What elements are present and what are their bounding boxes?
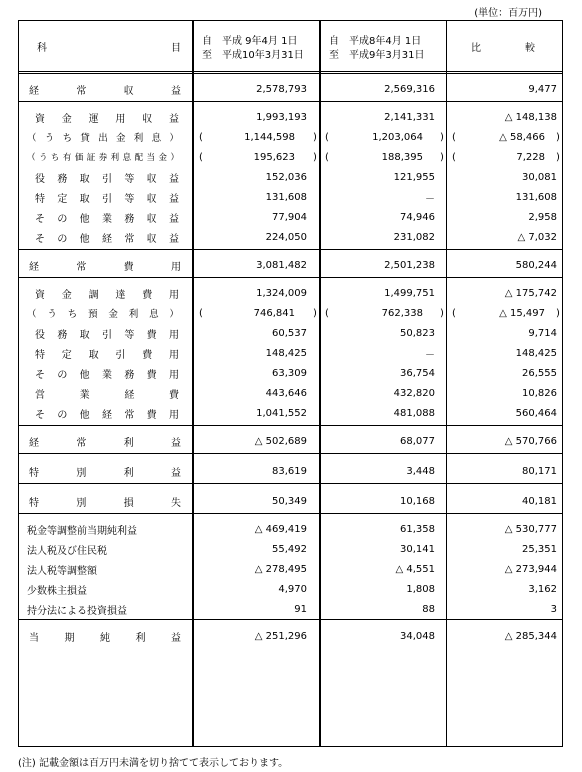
- current-period-column-right-border: [319, 21, 321, 746]
- prior-period-value: 231,082: [393, 231, 435, 243]
- open-paren: (: [452, 151, 456, 163]
- comparison-value: △ 530,777: [504, 523, 557, 535]
- row-divider: [19, 453, 562, 454]
- comparison-value: 26,555: [522, 367, 557, 379]
- header-prior-period-to: 至 平成9年3月31日: [329, 50, 425, 61]
- row-label: 特 定 取 引 費 用: [35, 349, 179, 361]
- table-row: [19, 207, 562, 227]
- row-label: そ の 他 経 常 費 用: [35, 409, 179, 421]
- comparison-value: △ 15,497: [499, 307, 545, 319]
- current-period-value: 60,537: [272, 327, 307, 339]
- current-period-value: 50,349: [272, 495, 307, 507]
- row-label: 特 別 利 益: [29, 467, 181, 479]
- table-row: [19, 303, 562, 323]
- close-paren: ): [556, 131, 560, 143]
- close-paren: ): [313, 131, 317, 143]
- row-divider: [19, 101, 562, 102]
- current-period-value: 3,081,482: [256, 259, 307, 271]
- table-row: [19, 489, 562, 513]
- table-row: [19, 253, 562, 277]
- close-paren: ): [556, 151, 560, 163]
- row-label: 営 業 経 費: [35, 389, 179, 401]
- row-label: 役 務 取 引 等 費 用: [35, 329, 179, 341]
- open-paren: (: [199, 307, 203, 319]
- comparison-value: 560,464: [515, 407, 557, 419]
- header-subject-left: 科: [37, 43, 47, 54]
- current-period-value: 63,309: [272, 367, 307, 379]
- row-label: 経 常 収 益: [29, 85, 181, 97]
- comparison-value: 580,244: [515, 259, 557, 271]
- header-prior-period-from: 自 平成8年4月 1日: [329, 36, 422, 47]
- footnote: (注) 記載金額は百万円未満を切り捨てて表示しております。: [18, 758, 289, 769]
- prior-period-value: 762,338: [381, 307, 423, 319]
- prior-period-value: 1,808: [406, 583, 435, 595]
- comparison-value: △ 285,344: [504, 630, 557, 642]
- prior-period-value: 121,955: [393, 171, 435, 183]
- comparison-value: 2,958: [528, 211, 557, 223]
- current-period-value: 77,904: [272, 211, 307, 223]
- row-divider: [19, 425, 562, 426]
- prior-period-value: 50,823: [400, 327, 435, 339]
- current-period-value: 195,623: [253, 151, 295, 163]
- header-comparison-left: 比: [471, 43, 481, 54]
- comparison-value: 40,181: [522, 495, 557, 507]
- current-period-value: 2,578,793: [256, 83, 307, 95]
- prior-period-value: －: [425, 193, 435, 205]
- current-period-value: 746,841: [253, 307, 295, 319]
- header-current-period-to: 至 平成10年3月31日: [202, 50, 304, 61]
- table-row: [19, 519, 562, 539]
- open-paren: (: [452, 307, 456, 319]
- current-period-value: 443,646: [265, 387, 307, 399]
- prior-period-value: 74,946: [400, 211, 435, 223]
- comparison-value: 30,081: [522, 171, 557, 183]
- comparison-value: 3,162: [528, 583, 557, 595]
- row-label: 法人税及び住民税: [27, 545, 107, 557]
- comparison-value: △ 570,766: [504, 435, 557, 447]
- unit-label: (単位：百万円): [474, 8, 542, 19]
- table-row: [19, 624, 562, 648]
- current-period-value: △ 469,419: [254, 523, 307, 535]
- prior-period-value: 1,203,064: [372, 131, 423, 143]
- current-period-value: 91: [294, 603, 307, 615]
- header-subject-right: 目: [171, 43, 181, 54]
- prior-period-value: 30,141: [400, 543, 435, 555]
- table-row: [19, 167, 562, 187]
- row-label: （ う ち 預 金 利 息 ）: [27, 309, 179, 320]
- current-period-value: 4,970: [278, 583, 307, 595]
- prior-period-value: 2,141,331: [384, 111, 435, 123]
- comparison-value: △ 7,032: [517, 231, 557, 243]
- current-period-value: 83,619: [272, 465, 307, 477]
- prior-period-value: 61,358: [400, 523, 435, 535]
- row-label: （ う ち 有 価 証 券 利 息 配 当 金 ）: [27, 153, 179, 163]
- current-period-value: 1,324,009: [256, 287, 307, 299]
- table-row: [19, 559, 562, 579]
- current-period-value: 1,144,598: [244, 131, 295, 143]
- table-row: [19, 343, 562, 363]
- table-row: [19, 403, 562, 423]
- row-label: 経 常 利 益: [29, 437, 181, 449]
- row-divider: [19, 277, 562, 278]
- row-label: 持分法による投資損益: [27, 605, 127, 617]
- row-label: 当 期 純 利 益: [29, 632, 181, 644]
- table-row: [19, 107, 562, 127]
- current-period-value: 224,050: [265, 231, 307, 243]
- row-label: 経 常 費 用: [29, 261, 181, 273]
- current-period-value: 1,993,193: [256, 111, 307, 123]
- comparison-column-left-border: [446, 21, 447, 746]
- open-paren: (: [199, 131, 203, 143]
- open-paren: (: [199, 151, 203, 163]
- prior-period-value: 68,077: [400, 435, 435, 447]
- comparison-value: 7,228: [516, 151, 545, 163]
- prior-period-value: 1,499,751: [384, 287, 435, 299]
- prior-period-value: 2,569,316: [384, 83, 435, 95]
- prior-period-value: 3,448: [406, 465, 435, 477]
- header-comparison-right: 較: [525, 43, 535, 54]
- row-label: そ の 他 経 常 収 益: [35, 233, 179, 245]
- row-label: 法人税等調整額: [27, 565, 97, 577]
- table-row: [19, 363, 562, 383]
- close-paren: ): [440, 151, 444, 163]
- current-period-value: 55,492: [272, 543, 307, 555]
- prior-period-value: 2,501,238: [384, 259, 435, 271]
- comparison-value: △ 58,466: [499, 131, 545, 143]
- close-paren: ): [556, 307, 560, 319]
- row-label: そ の 他 業 務 費 用: [35, 369, 179, 381]
- table-row: [19, 539, 562, 559]
- prior-period-value: 34,048: [400, 630, 435, 642]
- comparison-value: △ 175,742: [504, 287, 557, 299]
- table-row: [19, 599, 562, 619]
- table-row: [19, 383, 562, 403]
- prior-period-value: 88: [422, 603, 435, 615]
- current-period-value: △ 502,689: [254, 435, 307, 447]
- row-divider: [19, 483, 562, 484]
- table-row: [19, 187, 562, 207]
- row-label: 資 金 運 用 収 益: [35, 113, 179, 125]
- table-row: [19, 579, 562, 599]
- current-period-value: 152,036: [265, 171, 307, 183]
- open-paren: (: [325, 151, 329, 163]
- row-divider: [19, 71, 562, 74]
- row-label: 税金等調整前当期純利益: [27, 525, 137, 537]
- comparison-value: 9,477: [528, 83, 557, 95]
- current-period-value: 1,041,552: [256, 407, 307, 419]
- comparison-value: 10,826: [522, 387, 557, 399]
- prior-period-value: 188,395: [381, 151, 423, 163]
- prior-period-value: 432,820: [393, 387, 435, 399]
- row-label: 資 金 調 達 費 用: [35, 289, 179, 301]
- income-statement-table: [18, 20, 563, 747]
- comparison-value: △ 273,944: [504, 563, 557, 575]
- prior-period-value: 36,754: [400, 367, 435, 379]
- current-period-column-left-border: [192, 21, 194, 746]
- close-paren: ): [313, 151, 317, 163]
- header-current-period-from: 自 平成 9年4月 1日: [202, 36, 298, 47]
- open-paren: (: [325, 307, 329, 319]
- comparison-value: 80,171: [522, 465, 557, 477]
- row-divider: [19, 249, 562, 250]
- close-paren: ): [440, 131, 444, 143]
- current-period-value: △ 278,495: [254, 563, 307, 575]
- close-paren: ): [313, 307, 317, 319]
- row-divider: [19, 513, 562, 514]
- comparison-value: 3: [550, 603, 557, 615]
- comparison-value: 9,714: [528, 327, 557, 339]
- row-label: 少数株主損益: [27, 585, 87, 597]
- row-label: 役 務 取 引 等 収 益: [35, 173, 179, 185]
- row-label: 特 別 損 失: [29, 497, 181, 509]
- prior-period-value: －: [425, 349, 435, 361]
- table-row: [19, 227, 562, 247]
- row-divider: [19, 619, 562, 620]
- comparison-value: △ 148,138: [504, 111, 557, 123]
- open-paren: (: [452, 131, 456, 143]
- open-paren: (: [325, 131, 329, 143]
- comparison-value: 25,351: [522, 543, 557, 555]
- table-row: [19, 127, 562, 147]
- current-period-value: △ 251,296: [254, 630, 307, 642]
- row-label: 特 定 取 引 等 収 益: [35, 193, 179, 205]
- table-row: [19, 323, 562, 343]
- close-paren: ): [440, 307, 444, 319]
- table-row: [19, 429, 562, 453]
- current-period-value: 148,425: [265, 347, 307, 359]
- table-row: [19, 77, 562, 101]
- table-row: [19, 283, 562, 303]
- prior-period-value: 481,088: [393, 407, 435, 419]
- table-row: [19, 147, 562, 167]
- row-label: （ う ち 貸 出 金 利 息 ）: [27, 133, 179, 144]
- prior-period-value: △ 4,551: [395, 563, 435, 575]
- prior-period-value: 10,168: [400, 495, 435, 507]
- comparison-value: 131,608: [515, 191, 557, 203]
- current-period-value: 131,608: [265, 191, 307, 203]
- row-label: そ の 他 業 務 収 益: [35, 213, 179, 225]
- table-row: [19, 459, 562, 483]
- comparison-value: 148,425: [515, 347, 557, 359]
